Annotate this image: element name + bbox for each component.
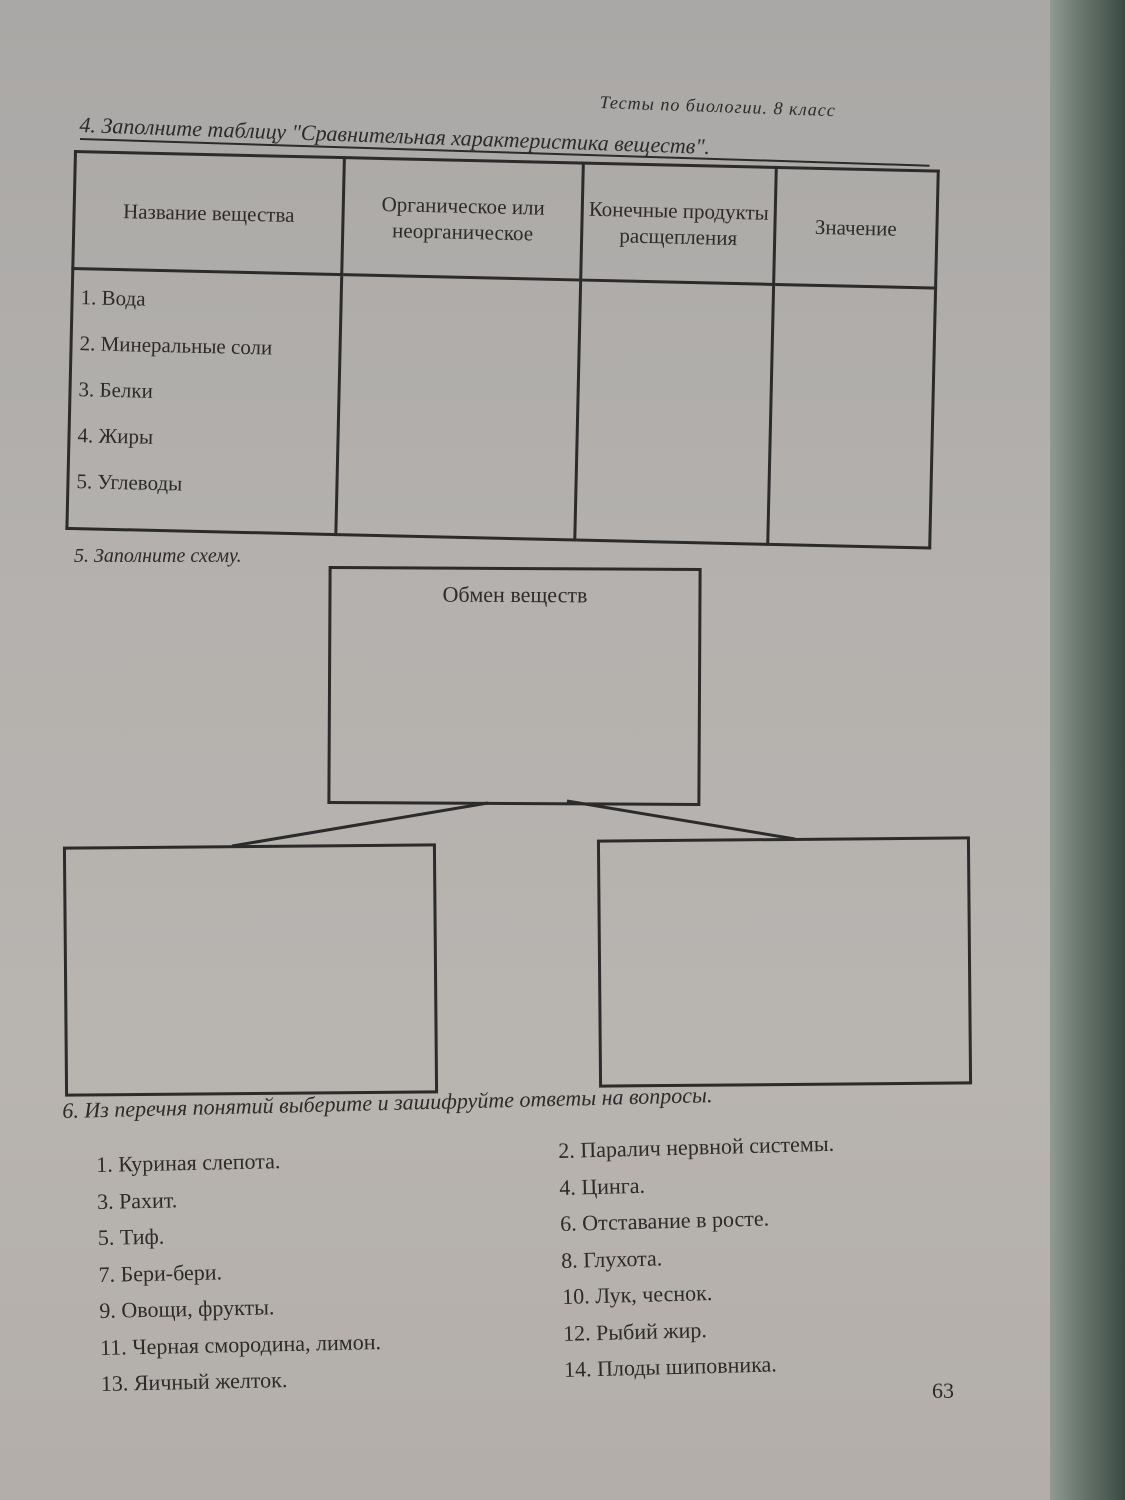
scheme-left-box bbox=[63, 843, 438, 1096]
concept-list-right bbox=[558, 1131, 840, 1394]
list-item: 3. Белки bbox=[78, 377, 154, 403]
column-header: Конечные продукты расщепления bbox=[581, 163, 776, 284]
list-item: 9. Овощи, фрукты. bbox=[99, 1294, 275, 1323]
column-header: Название вещества bbox=[73, 152, 345, 275]
scheme-right-box bbox=[597, 836, 972, 1087]
list-item: 10. Лук, чеснок. bbox=[561, 1280, 713, 1309]
scheme-top-label: Обмен веществ bbox=[442, 581, 588, 608]
background-edge bbox=[1050, 0, 1125, 1500]
connector-line-left bbox=[232, 803, 488, 846]
list-item: 14. Плоды шиповника. bbox=[563, 1351, 778, 1382]
task5-title: 5. Заполните схему. bbox=[74, 545, 242, 567]
page-number: 63 bbox=[932, 1378, 954, 1403]
list-item: 4. Жиры bbox=[77, 423, 154, 449]
list-item: 1. Вода bbox=[80, 285, 146, 311]
list-item: 1. Куриная слепота. bbox=[96, 1148, 281, 1177]
list-item: 12. Рыбий жир. bbox=[562, 1316, 708, 1346]
scheme-top-box bbox=[327, 566, 701, 806]
column-header: Органическое или неорганическое bbox=[342, 158, 584, 280]
list-item: 5. Углеводы bbox=[76, 469, 183, 496]
list-item: 5. Тиф. bbox=[97, 1223, 165, 1250]
list-item: 3. Рахит. bbox=[96, 1186, 178, 1214]
list-item: 8. Глухота. bbox=[560, 1244, 663, 1273]
list-item: 2. Минеральные соли bbox=[79, 331, 273, 360]
list-item: 4. Цинга. bbox=[558, 1172, 646, 1200]
list-item: 13. Яичный желток. bbox=[100, 1367, 288, 1396]
task6-title: 6. Из перечня понятий выберите и зашифруйте ответы на вопросы. bbox=[62, 1082, 713, 1123]
list-item: 7. Бери-бери. bbox=[98, 1258, 223, 1287]
connector-line-right bbox=[567, 801, 795, 839]
list-item: 2. Паралич нервной системы. bbox=[558, 1130, 835, 1163]
column-header: Значение bbox=[773, 167, 938, 288]
concept-list-left bbox=[96, 1146, 382, 1407]
list-item: 11. Черная смородина, лимон. bbox=[99, 1328, 382, 1360]
running-title: Тесты по биологии. 8 класс bbox=[599, 92, 837, 121]
task4-title: 4. Заполните таблицу "Сравнительная характеристика веществ". bbox=[79, 112, 711, 160]
list-item: 6. Отставание в росте. bbox=[559, 1205, 770, 1236]
